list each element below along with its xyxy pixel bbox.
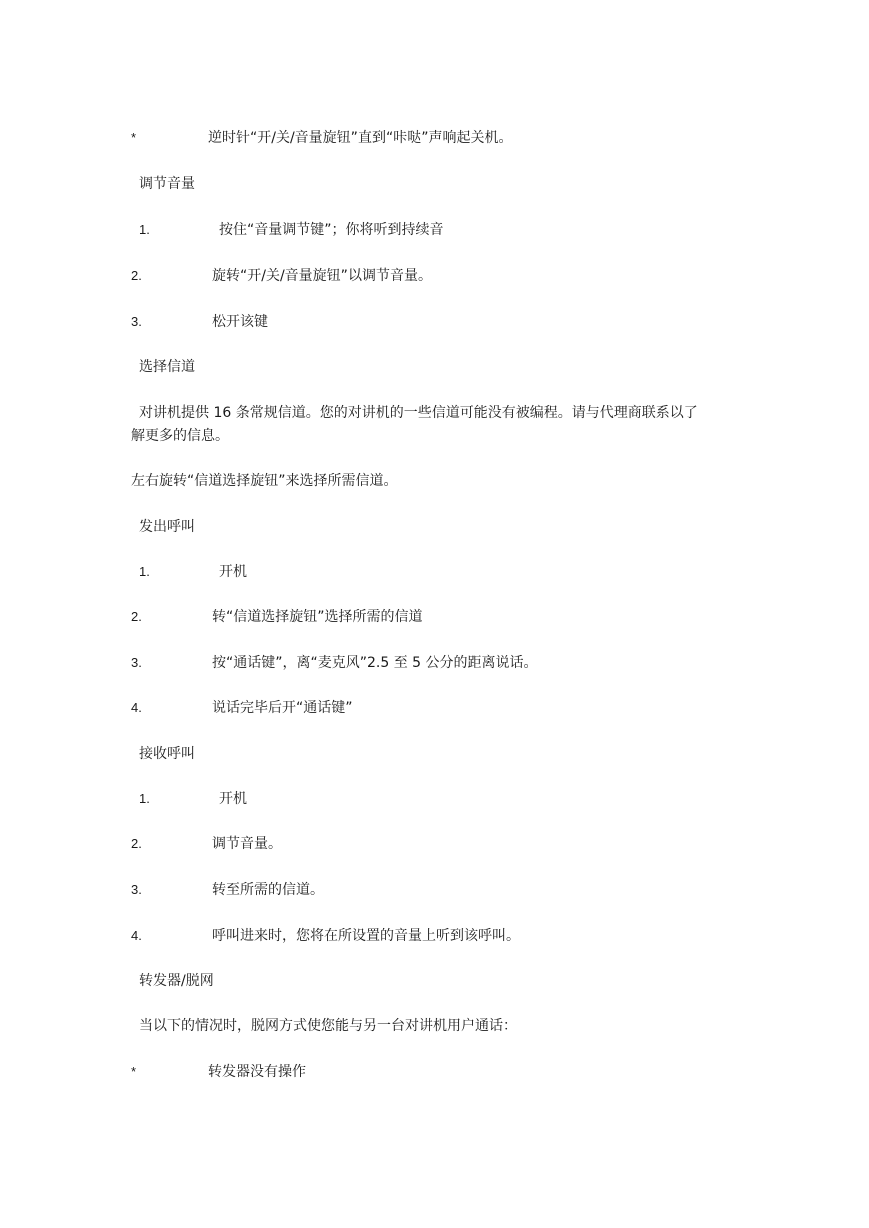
receive-heading: 接收呼叫 <box>139 746 195 762</box>
call-heading: 发出呼叫 <box>139 519 195 535</box>
volume-step-1-text: 按住“音量调节键”；你将听到持续音 <box>219 222 444 238</box>
call-step-3-number: 3. <box>131 655 142 670</box>
call-step-4-number: 4. <box>131 700 142 715</box>
receive-step-4-number: 4. <box>131 928 142 943</box>
volume-step-3-number: 3. <box>131 314 142 329</box>
repeater-intro: 当以下的情况时，脱网方式使您能与另一台对讲机用户通话： <box>139 1018 517 1034</box>
volume-step-3-text: 松开该键 <box>212 314 268 330</box>
bullet-marker: * <box>131 1064 137 1079</box>
receive-step-4-text: 呼叫进来时，您将在所设置的音量上听到该呼叫。 <box>212 928 520 944</box>
call-step-4-text: 说话完毕后开“通话键” <box>212 700 353 716</box>
repeater-bullet-text: 转发器没有操作 <box>208 1064 306 1080</box>
call-step-3-text: 按“通话键”，离“麦克风”2.5 至 5 公分的距离说话。 <box>212 655 538 671</box>
channel-instruction: 左右旋转“信道选择旋钮”来选择所需信道。 <box>131 473 398 489</box>
receive-step-1-text: 开机 <box>219 791 247 807</box>
channel-paragraph-line-2: 解更多的信息。 <box>131 428 229 444</box>
call-step-1-text: 开机 <box>219 564 247 580</box>
receive-step-2-text: 调节音量。 <box>212 836 282 852</box>
repeater-heading: 转发器/脱网 <box>139 973 214 989</box>
receive-step-1-number: 1. <box>139 791 150 806</box>
volume-step-2-number: 2. <box>131 268 142 283</box>
channel-heading: 选择信道 <box>139 359 195 375</box>
volume-heading: 调节音量 <box>139 176 195 192</box>
call-step-2-number: 2. <box>131 609 142 624</box>
receive-step-3-text: 转至所需的信道。 <box>212 882 324 898</box>
volume-step-1-number: 1. <box>139 222 150 237</box>
power-off-text: 逆时针“开/关/音量旋钮”直到“咔哒”声响起关机。 <box>208 130 513 146</box>
receive-step-3-number: 3. <box>131 882 142 897</box>
call-step-1-number: 1. <box>139 564 150 579</box>
channel-paragraph-line-1: 对讲机提供 16 条常规信道。您的对讲机的一些信道可能没有被编程。请与代理商联系以了 <box>139 405 698 421</box>
call-step-2-text: 转“信道选择旋钮”选择所需的信道 <box>212 609 423 625</box>
receive-step-2-number: 2. <box>131 836 142 851</box>
volume-step-2-text: 旋转“开/关/音量旋钮”以调节音量。 <box>212 268 432 284</box>
bullet-marker: * <box>131 130 137 145</box>
